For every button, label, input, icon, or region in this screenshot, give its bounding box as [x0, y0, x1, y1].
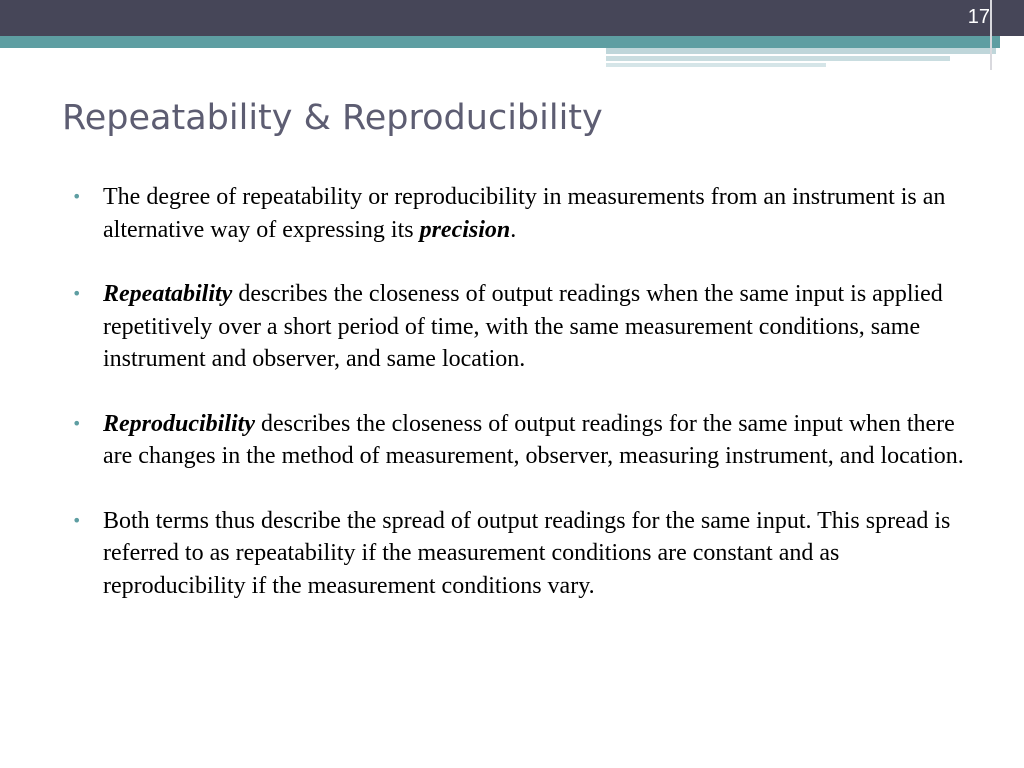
- bullet-item-summary: [72, 505, 972, 603]
- bullet-text: The degree of repeatability or reproducibility in measurements from an instrument is an alternative way of expressing its: [103, 184, 946, 243]
- term-repeatability: Repeatability: [103, 281, 233, 307]
- bullet-text-end: .: [510, 216, 517, 243]
- bullet-text: describes the closeness of output readings for the same input when there are changes in the method of measurement, observer, measuring instrument, and location.: [103, 410, 964, 469]
- slide-number: 17: [967, 6, 990, 28]
- bullet-item-repeatability: [72, 278, 972, 376]
- header-corner: [1000, 36, 1024, 70]
- term-precision: precision: [419, 216, 511, 243]
- accent-stripe: [0, 36, 1024, 48]
- header-divider: [990, 0, 992, 70]
- slide-title: Repeatability & Reproducibility: [62, 98, 603, 138]
- decor-stripe-2: [606, 56, 950, 61]
- bullet-dot-icon: •: [72, 284, 82, 303]
- header-band: [0, 0, 1024, 36]
- bullet-text: describes the closeness of output readings when the same input is applied repetitively over a short period of time, with the same measurement conditions, same instrument and observer, and same location.: [103, 281, 943, 372]
- decor-stripe-1: [606, 48, 996, 54]
- decor-stripe-3: [606, 63, 826, 67]
- bullet-item-precision: [72, 181, 972, 246]
- bullet-dot-icon: •: [72, 187, 82, 206]
- bullet-item-reproducibility: [72, 408, 972, 473]
- bullet-list: [72, 181, 972, 602]
- bullet-dot-icon: •: [72, 413, 82, 433]
- bullet-text: Both terms thus describe the spread of output readings for the same input. This spread is referred to as repeatability if the measurement conditions are constant and as reproducibility if the measurement conditions vary.: [103, 507, 951, 599]
- term-reproducibility: Reproducibility: [103, 410, 255, 437]
- bullet-dot-icon: •: [72, 510, 82, 530]
